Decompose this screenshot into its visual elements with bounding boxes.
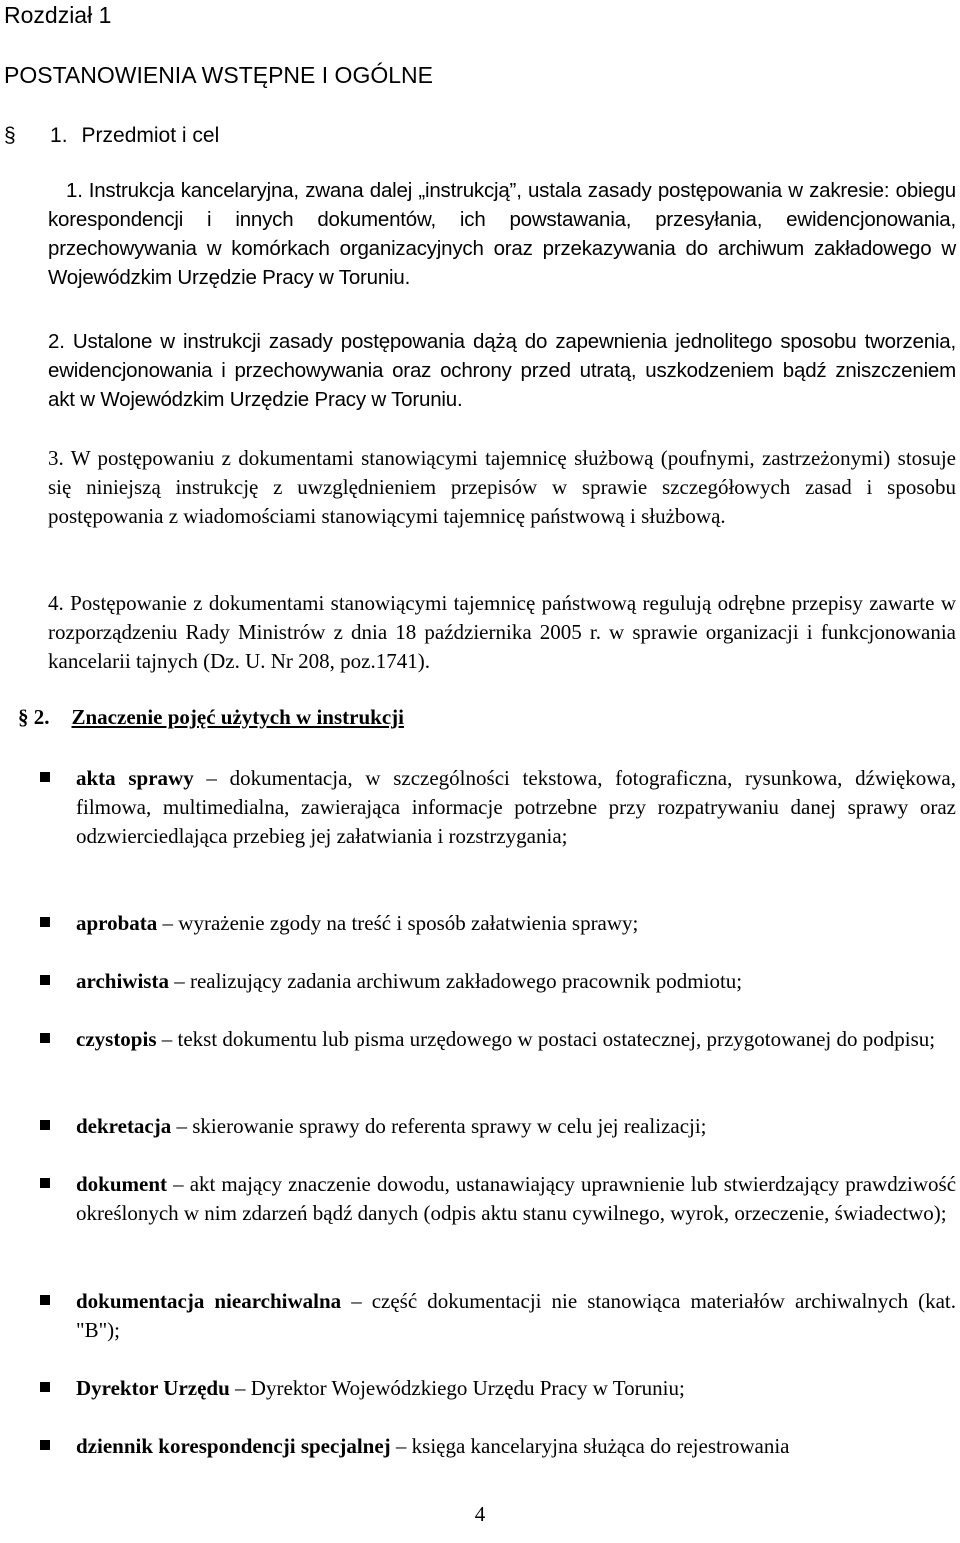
- section-1-heading: [4, 124, 219, 148]
- definition-item: [40, 764, 956, 851]
- definition-term: Dyrektor Urzędu: [76, 1376, 230, 1400]
- definition-term: akta sprawy: [76, 766, 194, 790]
- definition-term: czystopis: [76, 1027, 157, 1051]
- paragraph-text: W postępowaniu z dokumentami stanowiącymi tajemnicę służbową (poufnymi, zastrzeżonymi) stosuje się niniejszą instrukcję z uwzględnieniem przepisów w sprawie szczegółowych zasad i sposobu postępowania z wiadomościami stanowiącymi tajemnicę państwową i służbową.: [48, 446, 956, 528]
- definition-term: archiwista: [76, 969, 169, 993]
- definition-term: dekretacja: [76, 1114, 172, 1138]
- definition-item: [40, 1374, 956, 1403]
- definition-text: Dyrektor Wojewódzkiego Urzędu Pracy w Toruniu;: [250, 1376, 685, 1400]
- paragraph-text: Ustalone w instrukcji zasady postępowania dążą do zapewnienia jednolitego sposobu tworzenia, ewidencjonowania i przechowywania oraz ochrony przed utratą, uszkodzeniem bądź zniszczeniem akt w Wojewódzkim Urzędzie Pracy w Toruniu.: [48, 330, 956, 411]
- square-bullet-icon: [40, 1178, 50, 1188]
- section-title: Znaczenie pojęć użytych w instrukcji: [71, 705, 404, 729]
- definition-dash: –: [174, 969, 185, 993]
- definition-text: realizujący zadania archiwum zakładowego pracownik podmiotu;: [189, 969, 743, 993]
- section-mark: §: [4, 124, 16, 147]
- paragraph-3: [48, 444, 956, 531]
- definition-text: część dokumentacji nie stanowiąca materiałów archiwalnych (kat. "B");: [76, 1289, 957, 1342]
- square-bullet-icon: [40, 1033, 50, 1043]
- section-mark: §: [18, 705, 29, 729]
- paragraph-number: 2.: [48, 330, 65, 353]
- paragraph-text: Postępowanie z dokumentami stanowiącymi tajemnicę państwową regulują odrębne przepisy zawarte w rozporządzeniu Rady Ministrów z dnia 18 października 2005 r. w sprawie organizacji i funkcjonowania kancelarii tajnych (Dz. U. Nr 208, poz.1741).: [48, 591, 956, 673]
- definition-term: dziennik korespondencji specjalnej: [76, 1434, 391, 1458]
- square-bullet-icon: [40, 1120, 50, 1130]
- definition-item: [40, 909, 956, 938]
- definition-text: skierowanie sprawy do referenta sprawy w celu jej realizacji;: [192, 1114, 707, 1138]
- square-bullet-icon: [40, 975, 50, 985]
- definition-item: [40, 1025, 956, 1054]
- definition-text: wyrażenie zgody na treść i sposób załatwienia sprawy;: [178, 911, 639, 935]
- definition-text: akt mający znaczenie dowodu, ustanawiający uprawnienie lub stwierdzający prawdziwość określonych w nim zdarzeń bądź danych (odpis aktu stanu cywilnego, wyrok, orzeczenie, świadectwo);: [76, 1172, 957, 1225]
- definition-dash: –: [173, 1172, 184, 1196]
- definition-text: tekst dokumentu lub pisma urzędowego w postaci ostatecznej, przygotowanej do podpisu;: [177, 1027, 936, 1051]
- definition-item: [40, 1112, 956, 1141]
- paragraph-1: [48, 176, 956, 292]
- section-number: 2.: [33, 705, 50, 729]
- definition-item: [40, 1170, 956, 1228]
- chapter-heading: Rozdział 1: [4, 2, 112, 28]
- paragraph-2: [48, 327, 956, 414]
- square-bullet-icon: [40, 1440, 50, 1450]
- square-bullet-icon: [40, 1382, 50, 1392]
- page-number: 4: [474, 1502, 486, 1526]
- definition-term: dokument: [76, 1172, 168, 1196]
- section-number: 1.: [50, 124, 68, 147]
- section-title: Przedmiot i cel: [81, 124, 220, 147]
- paragraph-number: 3.: [48, 446, 64, 470]
- definition-text: księga kancelaryjna służąca do rejestrowania: [411, 1434, 790, 1458]
- definition-dash: –: [206, 766, 217, 790]
- part-title: POSTANOWIENIA WSTĘPNE I OGÓLNE: [4, 62, 433, 88]
- definition-dash: –: [351, 1289, 362, 1313]
- definition-dash: –: [162, 911, 174, 935]
- definition-text: dokumentacja, w szczególności tekstowa, fotograficzna, rysunkowa, dźwiękowa, filmowa, multimedialna, zawierająca informacje potrzebne przy rozpatrywaniu danej sprawy oraz odzwierciedlająca przebieg jej załatwiania i rozstrzygania;: [76, 766, 957, 848]
- definition-dash: –: [176, 1114, 187, 1138]
- paragraph-4: [48, 589, 956, 676]
- paragraph-number: 1.: [66, 179, 83, 202]
- definition-item: [40, 1432, 956, 1461]
- section-2-heading: [18, 705, 404, 730]
- paragraph-text: Instrukcja kancelaryjna, zwana dalej „instrukcją”, ustala zasady postępowania w zakresie: obiegu korespondencji i innych dokumentów, ich powstawania, przesyłania, ewidencjonowania, przechowywania w komórkach organizacyjnych oraz przekazywania do archiwum zakładowego w Wojewódzkim Urzędzie Pracy w Toruniu.: [48, 179, 956, 289]
- definition-item: [40, 1287, 956, 1345]
- definition-term: aprobata: [76, 911, 158, 935]
- definition-dash: –: [235, 1376, 246, 1400]
- definition-dash: –: [395, 1434, 407, 1458]
- square-bullet-icon: [40, 1295, 50, 1305]
- square-bullet-icon: [40, 772, 50, 782]
- paragraph-number: 4.: [48, 591, 64, 615]
- definition-term: dokumentacja niearchiwalna: [76, 1289, 342, 1313]
- definition-item: [40, 967, 956, 996]
- square-bullet-icon: [40, 917, 50, 927]
- definition-dash: –: [161, 1027, 173, 1051]
